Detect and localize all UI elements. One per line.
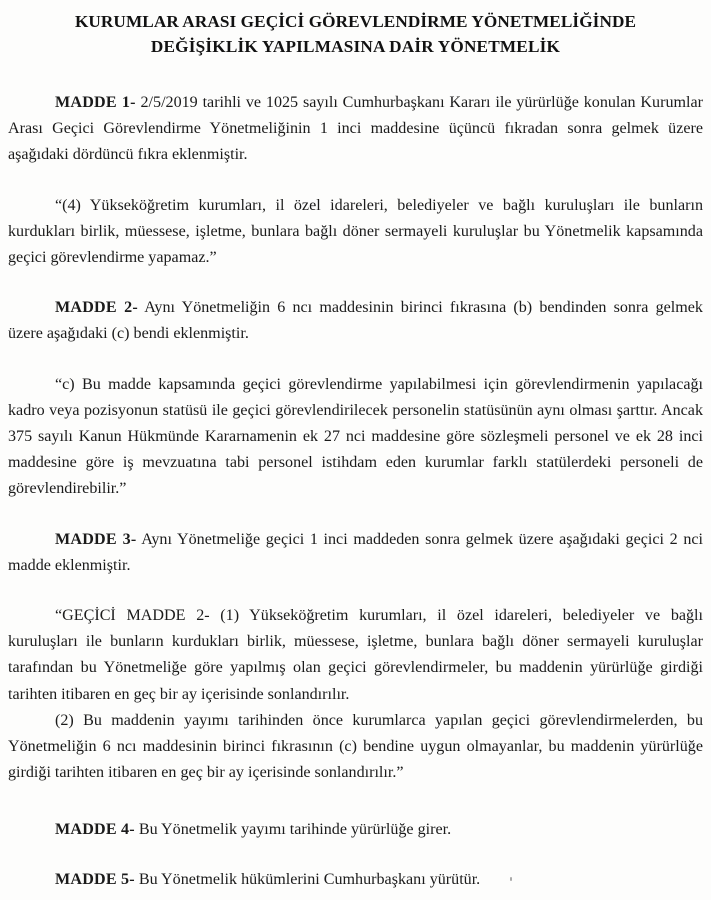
- paragraph-gecici-madde-2-fikra-2: [8, 708, 703, 787]
- paragraph-madde-4: [8, 817, 703, 843]
- article-lead-madde-1: MADDE 1-: [55, 94, 136, 111]
- paragraph-madde-5: [8, 867, 703, 893]
- paragraph-madde-1: [8, 90, 703, 169]
- article-text-madde-4: Bu Yönetmelik yayımı tarihinde yürürlüğe girer.: [134, 821, 452, 839]
- spacer: [8, 271, 703, 295]
- article-text-madde-5: Bu Yönetmelik hükümlerini Cumhurbaşkanı yürütür.: [134, 870, 481, 888]
- paragraph-madde-2: [8, 295, 703, 347]
- article-text-gecici-madde-2-fikra-1: “GEÇİCİ MADDE 2- (1) Yükseköğretim kurumları, il özel idareleri, belediyeler ve bağlı kuruluşları ile bunların kurdukları birlik, müessese, işletme, bunlara bağlı döner sermayeli kuruluşlar tarafından bu Yönetmeliğe göre yapılmış olan geçici görevlendirmeler, bu maddenin yürürlüğe girdiği tarihten itibaren en geç bir ay içerisinde sonlandırılır.: [8, 607, 703, 703]
- spacer: [8, 579, 703, 603]
- article-text-gecici-madde-2-fikra-2: (2) Bu maddenin yayımı tarihinden önce kurumlarca yapılan geçici görevlendirmelerden, bu Yönetmeliğin 6 ncı maddesinin birinci fıkrasının (c) bendine uygun olmayanlar, bu maddenin yürürlüğe girdiği tarihten itibaren en geç bir ay içerisinde sonlandırılır.”: [8, 711, 703, 782]
- spacer: [8, 348, 703, 372]
- article-text-madde-2: Aynı Yönetmeliğin 6 ncı maddesinin birinci fıkrasına (b) bendinden sonra gelmek üzere aşağıdaki (c) bendi eklenmiştir.: [8, 299, 703, 343]
- article-text-quote-4: “(4) Yükseköğretim kurumları, il özel idareleri, belediyeler ve bağlı kuruluşları ile bunların kurdukları birlik, müessese, işletme, bunlara bağlı döner sermayeli kuruluşlar bu Yönetmelik kapsamında geçici görevlendirme yapamaz.”: [8, 196, 703, 267]
- page-title-line-2: DEĞİŞİKLİK YAPILMASINA DAİR YÖNETMELİK: [150, 37, 561, 56]
- page-title: [0, 0, 711, 59]
- article-text-madde-1: 2/5/2019 tarihli ve 1025 sayılı Cumhurbaşkanı Kararı ile yürürlüğe konulan Kurumlar Arası Geçici Görevlendirme Yönetmeliğinin 1 inci maddesine üçüncü fıkradan sonra gelmek üzere aşağıdaki dördüncü fıkra eklenmiştir.: [8, 94, 703, 164]
- paragraph-quote-c: [8, 372, 703, 503]
- article-lead-madde-5: MADDE 5-: [55, 870, 135, 888]
- spacer: [8, 844, 703, 867]
- paragraph-quote-4: [8, 193, 703, 272]
- document-body: [0, 59, 711, 893]
- paragraph-gecici-madde-2-fikra-1: [8, 603, 703, 708]
- scan-artifact-dot: [510, 877, 512, 881]
- paragraph-madde-3: [8, 527, 703, 579]
- article-lead-madde-3: MADDE 3-: [55, 530, 137, 548]
- article-text-madde-3: Aynı Yönetmeliğe geçici 1 inci maddeden sonra gelmek üzere aşağıdaki geçici 2 nci madde eklenmiştir.: [8, 530, 703, 574]
- article-lead-madde-4: MADDE 4-: [55, 821, 135, 839]
- spacer: [8, 503, 703, 527]
- spacer: [8, 59, 703, 90]
- article-lead-madde-2: MADDE 2-: [55, 299, 138, 317]
- page-title-line-1: KURUMLAR ARASI GEÇİCİ GÖREVLENDİRME YÖNETMELİĞİNDE: [74, 12, 637, 31]
- article-text-quote-c: “c) Bu madde kapsamında geçici görevlendirme yapılabilmesi için görevlendirmenin yapılacağı kadro veya pozisyonun statüsü ile geçici görevlendirilecek personelin statüsünün aynı olması şarttır. Ancak 375 sayılı Kanun Hükmünde Kararnamenin ek 27 nci maddesine göre sözleşmeli personel ve ek 28 inci maddesine göre iş mevzuatına tabi personel istihdam eden kurumlar farklı statülerdeki personeli de görevlendirebilir.”: [8, 375, 703, 498]
- spacer: [8, 786, 703, 817]
- spacer: [8, 169, 703, 193]
